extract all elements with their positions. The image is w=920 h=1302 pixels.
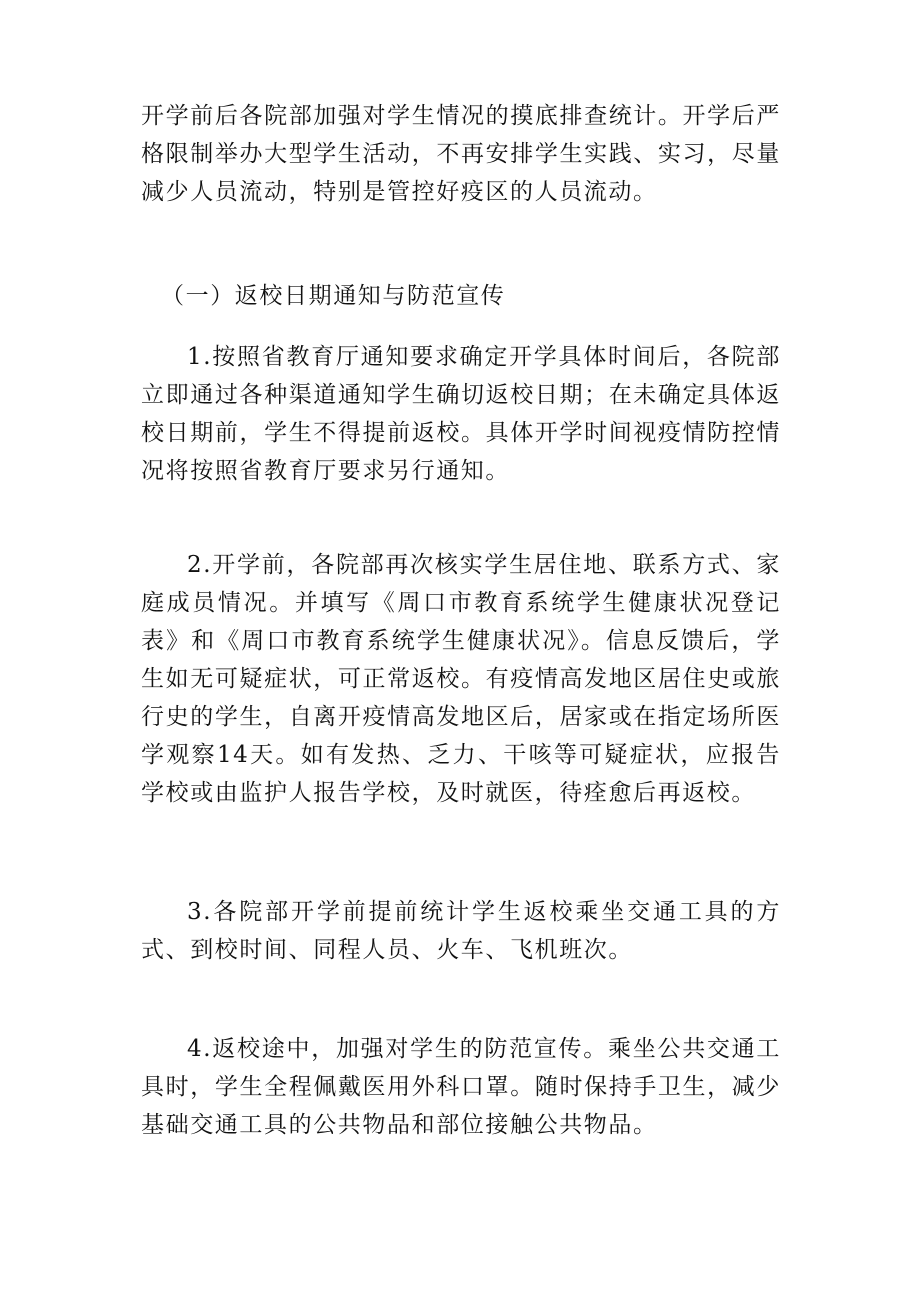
list-item-3: 3.各院部开学前提前统计学生返校乘坐交通工具的方式、到校时间、同程人员、火车、飞机班次。 bbox=[141, 899, 781, 963]
intro-paragraph: 开学前后各院部加强对学生情况的摸底排查统计。开学后严格限制举办大型学生活动，不再安排学生实践、实习，尽量减少人员流动，特别是管控好疫区的人员流动。 bbox=[141, 103, 781, 205]
list-item-1: 1.按照省教育厅通知要求确定开学具体时间后，各院部立即通过各种渠道通知学生确切返校日期；在未确定具体返校日期前，学生不得提前返校。具体开学时间视疫情防控情况将按照省教育厅要求另行通知。 bbox=[141, 344, 781, 484]
list-item-2: 2.开学前，各院部再次核实学生居住地、联系方式、家庭成员情况。并填写《周口市教育系统学生健康状况登记表》和《周口市教育系统学生健康状况》。信息反馈后，学生如无可疑症状，可正常返校。有疫情高发地区居住史或旅行史的学生，自离开疫情高发地区后，居家或在指定场所医学观察14天。如有发热、乏力、干咳等可疑症状，应报告学校或由监护人报告学校，及时就医，待痊愈后再返校。 bbox=[141, 552, 781, 806]
section-heading: （一）返校日期通知与防范宣传 bbox=[161, 283, 506, 309]
list-item-4: 4.返校途中，加强对学生的防范宣传。乘坐公共交通工具时，学生全程佩戴医用外科口罩。随时保持手卫生，减少基础交通工具的公共物品和部位接触公共物品。 bbox=[141, 1036, 781, 1138]
